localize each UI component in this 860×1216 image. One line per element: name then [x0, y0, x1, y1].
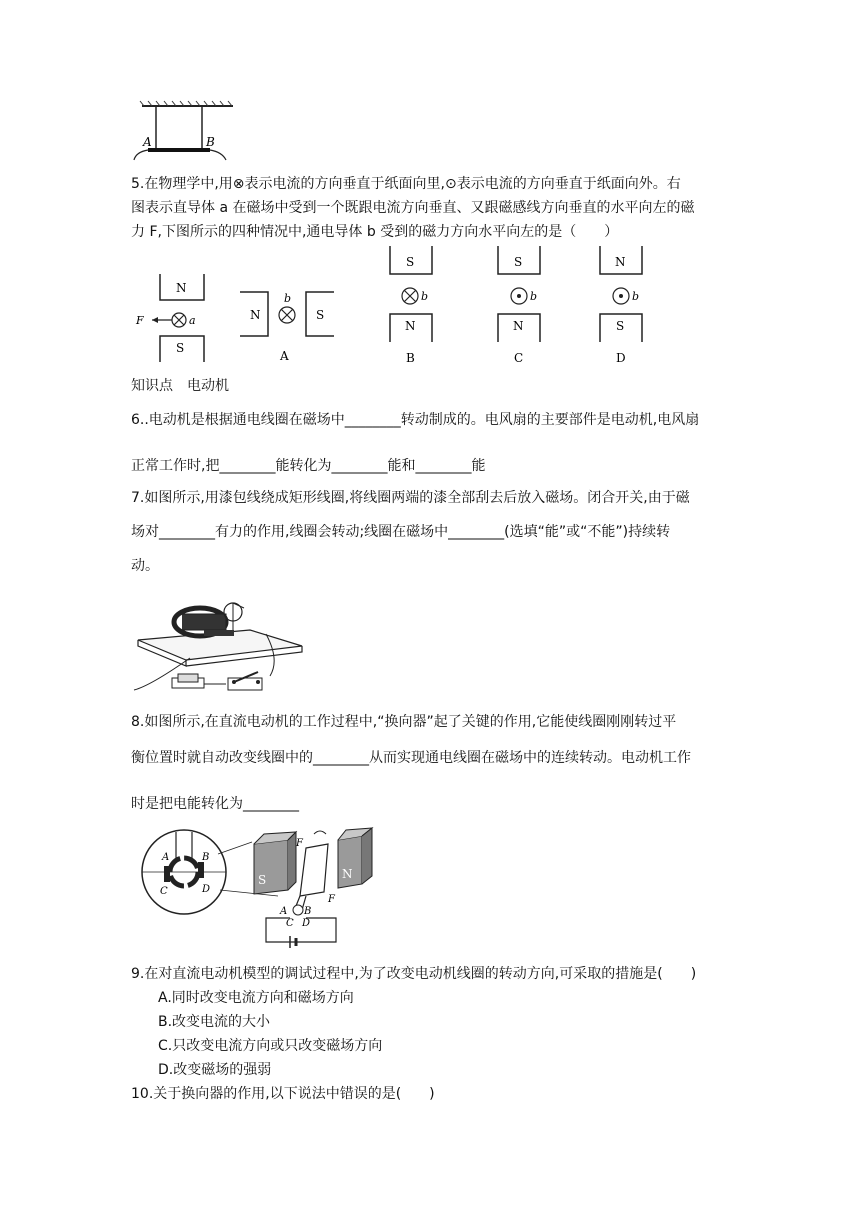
q6-line-2: 正常工作时,把________能转化为________能和________能 [131, 458, 486, 474]
q7-line-3: 动。 [131, 558, 159, 574]
coil-label-f-top: F [296, 838, 303, 849]
q8-line-2: 衡位置时就自动改变线圈中的________从而实现通电线圈在磁场中的连续转动。电动机工作 [131, 750, 691, 766]
figure-coil-apparatus [130, 590, 310, 698]
q9-option-a: A.同时改变电流方向和磁场方向 [158, 990, 354, 1006]
knowledge-point: 知识点 电动机 [131, 378, 229, 394]
q9-option-b: B.改变电流的大小 [158, 1014, 271, 1030]
option-c-caption: C [514, 351, 524, 365]
option-b-caption: B [406, 351, 415, 365]
motor-label-d: D [302, 918, 311, 929]
ref-force-label: F [136, 314, 144, 327]
option-b-top-pole: S [406, 255, 415, 269]
figure-dc-motor [140, 826, 380, 950]
ref-top-pole: N [176, 281, 187, 295]
figure-option-c [498, 246, 540, 365]
q10-stem: 10.关于换向器的作用,以下说法中错误的是( ) [131, 1086, 435, 1102]
option-a-right-pole: S [316, 308, 325, 322]
option-d-top-pole: N [615, 255, 626, 269]
option-d-bottom-pole: S [616, 319, 625, 333]
detail-label-d: D [202, 884, 211, 895]
option-c-top-pole: S [514, 255, 523, 269]
q5-line-2: 图表示直导体 a 在磁场中受到一个既跟电流方向垂直、又跟磁感线方向垂直的水平向左的磁 [131, 200, 695, 216]
motor-label-c: C [286, 918, 294, 929]
detail-label-a: A [162, 852, 170, 863]
figure-suspended-conductor [128, 100, 248, 170]
q8-line-1: 8.如图所示,在直流电动机的工作过程中,“换向器”起了关键的作用,它能使线圈刚刚转过平 [131, 714, 677, 730]
conductor-label-b: B [206, 135, 215, 149]
q9-option-d: D.改变磁场的强弱 [158, 1062, 272, 1078]
figure-ref-panel [135, 274, 204, 362]
conductor-label-a: A [143, 135, 152, 149]
coil-label-f-right: F [328, 894, 335, 905]
figure-option-b [390, 246, 432, 365]
ref-bottom-pole: S [176, 341, 185, 355]
option-c-wire-label: b [530, 290, 538, 303]
option-b-wire-label: b [421, 290, 429, 303]
motor-pole-s: S [258, 873, 267, 887]
q5-line-3: 力 F,下图所示的四种情况中,通电导体 b 受到的磁力方向水平向左的是（ ） [131, 224, 619, 240]
q7-line-1: 7.如图所示,用漆包线绕成矩形线圈,将线圈两端的漆全部刮去后放入磁场。闭合开关,由于磁 [131, 490, 690, 506]
option-d-wire-label: b [632, 290, 640, 303]
option-c-bottom-pole: N [513, 319, 524, 333]
q7-line-2: 场对________有力的作用,线圈会转动;线圈在磁场中________(选填“能”或“不能”)持续转 [131, 524, 671, 540]
q6-line-1: 6..电动机是根据通电线圈在磁场中________转动制成的。电风扇的主要部件是电动机,电风扇 [131, 412, 700, 428]
option-a-left-pole: N [250, 308, 261, 322]
q9-option-c: C.只改变电流方向或只改变磁场方向 [158, 1038, 383, 1054]
detail-label-b: B [202, 852, 210, 863]
motor-pole-n: N [342, 867, 353, 881]
option-d-caption: D [616, 351, 626, 365]
motor-label-a: A [280, 906, 288, 917]
q8-line-3: 时是把电能转化为________ [131, 796, 299, 812]
option-b-bottom-pole: N [405, 319, 416, 333]
option-a-caption: A [280, 349, 289, 363]
motor-label-b: B [304, 906, 312, 917]
q9-stem: 9.在对直流电动机模型的调试过程中,为了改变电动机线圈的转动方向,可采取的措施是( ) [131, 966, 697, 982]
figure-magnetic-force [128, 244, 658, 374]
ref-wire-label: a [189, 314, 196, 327]
figure-option-a [240, 292, 334, 363]
detail-label-c: C [160, 886, 168, 897]
option-a-wire-label: b [284, 292, 292, 305]
q5-line-1: 5.在物理学中,用⊗表示电流的方向垂直于纸面向里,⊙表示电流的方向垂直于纸面向外。右 [131, 176, 681, 192]
figure-option-d [600, 246, 642, 365]
